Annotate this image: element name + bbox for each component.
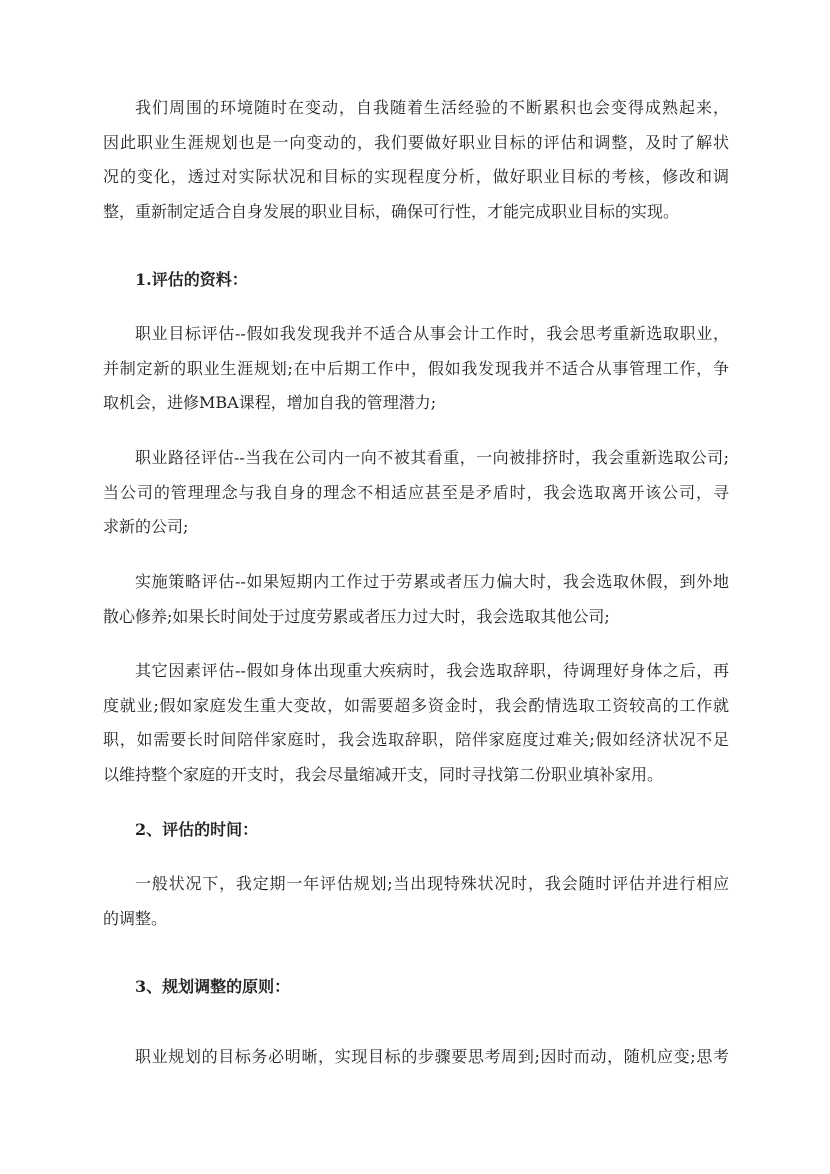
text-line: 并制定新的职业生涯规划;在中后期工作中，假如我发现我并不适合从事管理工作，争 bbox=[103, 358, 729, 378]
text-line: 取机会，进修MBA课程，增加自我的管理潜力; bbox=[103, 393, 437, 412]
heading-text: 1.评估的资料： bbox=[135, 270, 248, 289]
heading-adjustment-principles bbox=[103, 970, 729, 1005]
text-line: 实施策略评估--如果短期内工作过于劳累或者压力偏大时，我会选取休假，到外地 bbox=[135, 572, 729, 591]
text-line: 况的变化，透过对实际状况和目标的实现程度分析，做好职业目标的考核，修改和调 bbox=[103, 167, 729, 186]
paragraph-strategy-evaluation bbox=[103, 565, 729, 634]
text-line: 的调整。 bbox=[103, 908, 168, 928]
text-line: 因此职业生涯规划也是一向变动的，我们要做好职业目标的评估和调整，及时了解状 bbox=[103, 132, 729, 152]
text-line: 职业目标评估--假如我发现我并不适合从事会计工作时，我会思考重新选取职业， bbox=[135, 324, 729, 343]
text-line: 散心修养;如果长时间处于过度劳累或者压力过大时，我会选取其他公司; bbox=[103, 606, 610, 626]
heading-text: 2、评估的时间： bbox=[135, 820, 259, 839]
paragraph-path-evaluation bbox=[103, 441, 729, 545]
text-line: 我们周围的环境随时在变动，自我随着生活经验的不断累积也会变得成熟起来， bbox=[135, 98, 729, 117]
text-line: 度就业;假如家庭发生重大变故，如需要超多资金时，我会酌情选取工资较高的工作就 bbox=[103, 695, 729, 715]
text-line: 职业路径评估--当我在公司内一向不被其看重，一向被排挤时，我会重新选取公司; bbox=[135, 448, 729, 467]
text-line: 当公司的管理理念与我自身的理念不相适应甚至是矛盾时，我会选取离开该公司，寻 bbox=[103, 482, 729, 502]
heading-text: 3、规划调整的原则： bbox=[135, 977, 291, 996]
text-line: 整，重新制定适合自身发展的职业目标，确保可行性，才能完成职业目标的实现。 bbox=[103, 201, 680, 221]
heading-evaluation-time bbox=[103, 813, 729, 848]
text-line: 以维持整个家庭的开支时，我会尽量缩减开支，同时寻找第二份职业填补家用。 bbox=[103, 764, 664, 784]
text-line: 其它因素评估--假如身体出现重大疾病时，我会选取辞职，待调理好身体之后，再 bbox=[135, 661, 729, 680]
heading-evaluation-content bbox=[103, 263, 729, 298]
text-line: 求新的公司; bbox=[103, 517, 189, 536]
paragraph-goal-evaluation bbox=[103, 317, 729, 421]
paragraph-evaluation-time bbox=[103, 867, 729, 936]
text-line: 职业规划的目标务必明晰，实现目标的步骤要思考周到;因时而动，随机应变;思考 bbox=[135, 1047, 729, 1066]
paragraph-intro bbox=[103, 91, 729, 229]
paragraph-other-factors bbox=[103, 654, 729, 792]
text-line: 职，如需要长时间陪伴家庭时，我会选取辞职，陪伴家庭度过难关;假如经济状况不足 bbox=[103, 730, 729, 749]
text-line: 一般状况下，我定期一年评估规划;当出现特殊状况时，我会随时评估并进行相应 bbox=[135, 874, 729, 893]
paragraph-principles bbox=[103, 1040, 729, 1075]
